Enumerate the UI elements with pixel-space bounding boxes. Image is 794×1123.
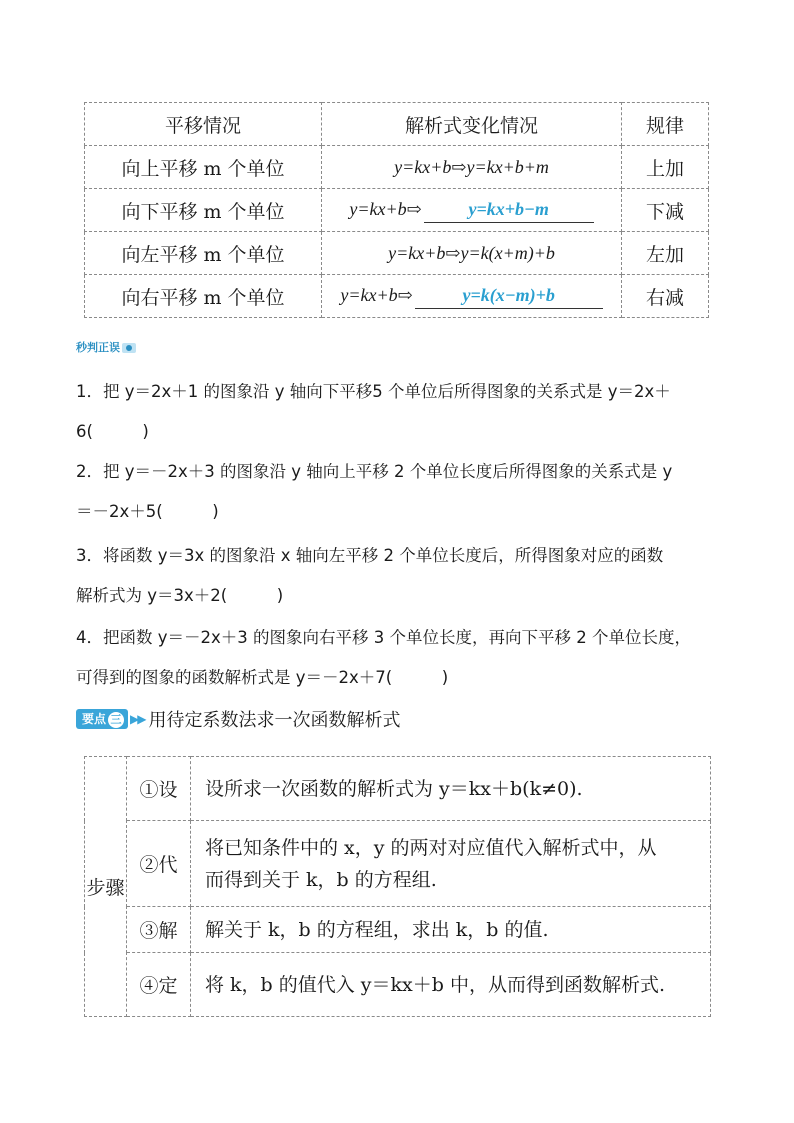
rule-cell: 右减 — [622, 275, 709, 318]
exercise-line: 可得到的图象的函数解析式是 y＝－2x＋7( ) — [76, 668, 449, 687]
step-line: 将已知条件中的 x，y 的两对对应值代入解析式中，从 — [205, 836, 657, 859]
rule-cell: 左加 — [622, 232, 709, 275]
exercise-line: 3．将函数 y＝3x 的图象沿 x 轴向左平移 2 个单位长度后，所得图象对应的函数 — [76, 546, 664, 565]
steps-table — [84, 756, 711, 1017]
step-label: ③解 — [127, 907, 191, 953]
key-point-number: 三 — [108, 712, 124, 728]
step-line: 解关于 k，b 的方程组，求出 k，b 的值. — [205, 918, 549, 941]
answer-blank — [415, 283, 603, 309]
header-rule: 规律 — [622, 103, 709, 146]
header-case: 平移情况 — [85, 103, 322, 146]
step-label: ①设 — [127, 757, 191, 821]
answer-text: y=kx+b−m — [468, 199, 549, 219]
table-row — [85, 757, 711, 821]
exercise-line: 6( ) — [76, 422, 149, 441]
step-description — [191, 821, 711, 907]
table-row — [85, 907, 711, 953]
section-tag-label: 秒判正误 — [76, 341, 120, 354]
change-text: y=kx+b⇨y=k(x+m)+b — [388, 242, 555, 263]
double-arrow-icon: ▶▶ — [130, 712, 145, 726]
change-cell — [322, 189, 622, 232]
translation-table — [84, 102, 709, 318]
key-point-title: 用待定系数法求一次函数解析式 — [148, 710, 401, 731]
rule-cell: 上加 — [622, 146, 709, 189]
exercise-3 — [76, 536, 716, 616]
answer-blank — [424, 197, 594, 223]
step-description — [191, 907, 711, 953]
change-text: y=kx+b⇨y=kx+b+m — [394, 156, 549, 177]
rule-cell: 下减 — [622, 189, 709, 232]
table-row — [85, 146, 709, 189]
step-line: 设所求一次函数的解析式为 y＝kx＋b(k≠0). — [205, 777, 583, 800]
header-change: 解析式变化情况 — [322, 103, 622, 146]
exercise-line: 1．把 y＝2x＋1 的图象沿 y 轴向下平移5 个单位后所得图象的关系式是 y＝2x＋ — [76, 382, 671, 401]
exercise-line: 4．把函数 y＝－2x＋3 的图象向右平移 3 个单位长度，再向下平移 2 个单位长度， — [76, 628, 691, 647]
exercise-line: 解析式为 y＝3x＋2( ) — [76, 586, 284, 605]
exercise-line: ＝－2x＋5( ) — [76, 502, 219, 521]
change-prefix: y=kx+b⇨ — [349, 199, 422, 219]
case-cell: 向下平移 m 个单位 — [85, 189, 322, 232]
table-row — [85, 275, 709, 318]
exercise-2 — [76, 452, 716, 532]
steps-header: 步骤 — [85, 757, 127, 1017]
key-point-badge — [76, 709, 128, 729]
case-cell: 向右平移 m 个单位 — [85, 275, 322, 318]
eye-icon — [122, 343, 136, 353]
step-description — [191, 757, 711, 821]
table-header-row — [85, 103, 709, 146]
change-prefix: y=kx+b⇨ — [340, 285, 413, 305]
exercise-line: 2．把 y＝－2x＋3 的图象沿 y 轴向上平移 2 个单位长度后所得图象的关系式是 y — [76, 462, 673, 481]
step-line: 将 k，b 的值代入 y＝kx＋b 中，从而得到函数解析式. — [205, 973, 665, 996]
section-tag — [76, 340, 136, 356]
key-point-header — [76, 706, 400, 732]
change-cell — [322, 146, 622, 189]
exercise-1 — [76, 372, 716, 452]
step-description — [191, 953, 711, 1017]
case-cell: 向左平移 m 个单位 — [85, 232, 322, 275]
exercise-4 — [76, 618, 716, 698]
step-label: ④定 — [127, 953, 191, 1017]
table-row — [85, 953, 711, 1017]
case-cell: 向上平移 m 个单位 — [85, 146, 322, 189]
table-row — [85, 821, 711, 907]
table-row — [85, 189, 709, 232]
change-cell — [322, 275, 622, 318]
table-row — [85, 232, 709, 275]
step-label: ②代 — [127, 821, 191, 907]
change-cell — [322, 232, 622, 275]
answer-text: y=k(x−m)+b — [462, 285, 555, 305]
step-line: 而得到关于 k，b 的方程组. — [205, 868, 437, 891]
key-point-badge-label: 要点 — [82, 712, 107, 726]
